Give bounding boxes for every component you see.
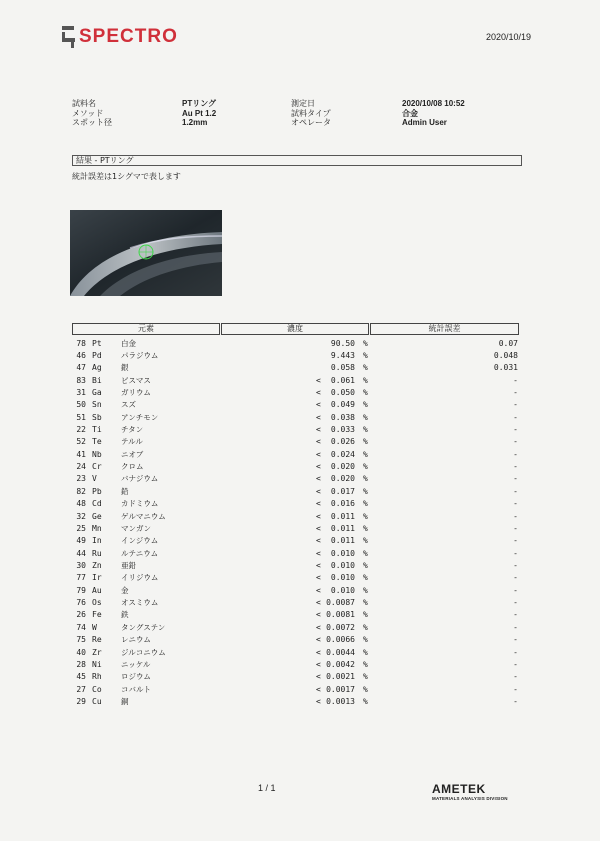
element-name: ニオブ xyxy=(121,449,144,459)
report-date: 2020/10/19 xyxy=(486,32,532,42)
stat-error-value: - xyxy=(513,548,518,558)
element-name: インジウム xyxy=(121,536,159,546)
less-than-sign: < xyxy=(316,400,321,410)
table-row xyxy=(0,560,600,572)
ametek-logo xyxy=(432,782,508,801)
element-symbol: Co xyxy=(92,684,102,694)
info-labels-right xyxy=(291,99,331,128)
element-number: 82 xyxy=(76,486,86,496)
stat-error-value: - xyxy=(513,412,518,422)
header-concentration: 濃度 xyxy=(221,323,369,335)
element-symbol: Nb xyxy=(92,449,102,459)
less-than-sign: < xyxy=(316,610,321,620)
element-number: 32 xyxy=(76,511,86,521)
brand-name: SPECTRO xyxy=(79,26,178,47)
element-symbol: Pt xyxy=(92,338,102,348)
element-symbol: Au xyxy=(92,585,102,595)
element-number: 49 xyxy=(76,536,86,546)
concentration-value: 0.010 xyxy=(330,560,355,570)
less-than-sign: < xyxy=(316,659,321,669)
element-symbol: Re xyxy=(92,635,102,645)
concentration-value: 0.033 xyxy=(330,425,355,435)
element-number: 27 xyxy=(76,684,86,694)
element-name: イリジウム xyxy=(121,573,159,583)
label-spot-size: スポット径 xyxy=(72,118,112,127)
stat-error-value: - xyxy=(513,462,518,472)
stat-error-value: - xyxy=(513,425,518,435)
stat-error-value: - xyxy=(513,635,518,645)
percent-unit: % xyxy=(363,499,368,509)
percent-unit: % xyxy=(363,696,368,706)
stat-error-value: - xyxy=(513,449,518,459)
value-sample-type: 合金 xyxy=(402,108,418,118)
table-row xyxy=(0,572,600,584)
concentration-value: 0.0044 xyxy=(326,647,355,657)
table-row xyxy=(0,647,600,659)
percent-unit: % xyxy=(363,462,368,472)
concentration-value: 90.50 xyxy=(330,338,355,348)
element-name: アンチモン xyxy=(121,412,159,422)
element-number: 79 xyxy=(76,585,86,595)
element-symbol: Mn xyxy=(92,523,102,533)
info-values-left xyxy=(182,99,216,128)
percent-unit: % xyxy=(363,412,368,422)
element-symbol: Ru xyxy=(92,548,102,558)
stat-error-value: - xyxy=(513,560,518,570)
percent-unit: % xyxy=(363,560,368,570)
table-row xyxy=(0,486,600,498)
stat-error-value: - xyxy=(513,684,518,694)
concentration-value: 0.0066 xyxy=(326,635,355,645)
table-row xyxy=(0,461,600,473)
element-symbol: Zn xyxy=(92,560,102,570)
label-operator: オペレータ xyxy=(291,118,331,127)
concentration-value: 0.0042 xyxy=(326,659,355,669)
less-than-sign: < xyxy=(316,536,321,546)
element-number: 75 xyxy=(76,635,86,645)
stat-error-value: - xyxy=(513,474,518,484)
stat-error-value: - xyxy=(513,622,518,632)
element-symbol: V xyxy=(92,474,97,484)
percent-unit: % xyxy=(363,511,368,521)
spectro-logo xyxy=(62,26,178,48)
value-method: Au Pt 1.2 xyxy=(182,108,217,118)
percent-unit: % xyxy=(363,338,368,348)
stat-error-value: - xyxy=(513,610,518,620)
element-symbol: Sn xyxy=(92,400,102,410)
concentration-value: 0.010 xyxy=(330,585,355,595)
element-name: 銅 xyxy=(121,696,129,706)
element-name: バナジウム xyxy=(121,474,159,484)
table-row xyxy=(0,535,600,547)
percent-unit: % xyxy=(363,425,368,435)
element-symbol: Bi xyxy=(92,375,102,385)
element-symbol: Ni xyxy=(92,659,102,669)
percent-unit: % xyxy=(363,622,368,632)
table-row xyxy=(0,585,600,597)
less-than-sign: < xyxy=(316,437,321,447)
table-row xyxy=(0,449,600,461)
percent-unit: % xyxy=(363,437,368,447)
ametek-division: MATERIALS ANALYSIS DIVISION xyxy=(432,796,508,801)
element-number: 47 xyxy=(76,363,86,373)
element-number: 44 xyxy=(76,548,86,558)
stat-error-value: - xyxy=(513,511,518,521)
percent-unit: % xyxy=(363,536,368,546)
table-row xyxy=(0,424,600,436)
table-row xyxy=(0,387,600,399)
stat-error-value: - xyxy=(513,387,518,397)
concentration-value: 0.010 xyxy=(330,548,355,558)
stat-error-value: - xyxy=(513,585,518,595)
less-than-sign: < xyxy=(316,573,321,583)
element-symbol: Ag xyxy=(92,363,102,373)
stat-error-note: 統計誤差は1シグマで表します xyxy=(72,172,181,181)
value-operator: Admin User xyxy=(402,118,447,127)
concentration-value: 0.038 xyxy=(330,412,355,422)
results-section-title: 結果 - PTリング xyxy=(72,155,522,166)
less-than-sign: < xyxy=(316,387,321,397)
less-than-sign: < xyxy=(316,684,321,694)
less-than-sign: < xyxy=(316,560,321,570)
element-name: ジルコニウム xyxy=(121,647,166,657)
element-symbol: Os xyxy=(92,598,102,608)
table-row xyxy=(0,338,600,350)
element-name: 亜鉛 xyxy=(121,560,136,570)
element-number: 76 xyxy=(76,598,86,608)
concentration-value: 0.0021 xyxy=(326,672,355,682)
less-than-sign: < xyxy=(316,474,321,484)
percent-unit: % xyxy=(363,585,368,595)
element-number: 45 xyxy=(76,672,86,682)
info-labels-left xyxy=(72,99,112,128)
page-number: 1 / 1 xyxy=(258,783,276,793)
label-sample-type: 試料タイプ xyxy=(291,108,331,118)
table-row xyxy=(0,350,600,362)
label-sample-name: 試料名 xyxy=(72,99,96,108)
element-number: 41 xyxy=(76,449,86,459)
table-row xyxy=(0,548,600,560)
table-row xyxy=(0,511,600,523)
percent-unit: % xyxy=(363,684,368,694)
concentration-value: 0.017 xyxy=(330,486,355,496)
header-stat-error: 統計誤差 xyxy=(370,323,519,335)
stat-error-value: - xyxy=(513,499,518,509)
concentration-value: 0.020 xyxy=(330,462,355,472)
element-name: ビスマス xyxy=(121,375,151,385)
element-name: コバルト xyxy=(121,684,151,694)
concentration-value: 0.011 xyxy=(330,536,355,546)
stat-error-value: - xyxy=(513,486,518,496)
percent-unit: % xyxy=(363,375,368,385)
table-row xyxy=(0,412,600,424)
concentration-value: 0.0087 xyxy=(326,598,355,608)
value-measure-date: 2020/10/08 10:52 xyxy=(402,99,465,108)
element-number: 74 xyxy=(76,622,86,632)
element-name: タングステン xyxy=(121,622,166,632)
percent-unit: % xyxy=(363,659,368,669)
stat-error-value: - xyxy=(513,598,518,608)
concentration-value: 0.020 xyxy=(330,474,355,484)
element-name: テルル xyxy=(121,437,143,447)
element-number: 46 xyxy=(76,350,86,360)
less-than-sign: < xyxy=(316,696,321,706)
element-number: 24 xyxy=(76,462,86,472)
element-name: 金 xyxy=(121,585,129,595)
percent-unit: % xyxy=(363,523,368,533)
element-symbol: Rh xyxy=(92,672,102,682)
element-symbol: Cu xyxy=(92,696,102,706)
stat-error-value: - xyxy=(513,523,518,533)
concentration-value: 0.024 xyxy=(330,449,355,459)
table-row xyxy=(0,696,600,708)
element-name: スズ xyxy=(121,400,136,410)
element-number: 78 xyxy=(76,338,86,348)
less-than-sign: < xyxy=(316,647,321,657)
stat-error-value: - xyxy=(513,696,518,706)
table-row xyxy=(0,659,600,671)
ametek-name: AMETEK xyxy=(432,782,486,796)
concentration-value: 0.049 xyxy=(330,400,355,410)
percent-unit: % xyxy=(363,598,368,608)
less-than-sign: < xyxy=(316,375,321,385)
less-than-sign: < xyxy=(316,548,321,558)
stat-error-value: - xyxy=(513,375,518,385)
element-name: 白金 xyxy=(121,338,136,348)
label-measure-date: 測定日 xyxy=(291,99,315,108)
element-number: 40 xyxy=(76,647,86,657)
percent-unit: % xyxy=(363,449,368,459)
table-row xyxy=(0,597,600,609)
percent-unit: % xyxy=(363,387,368,397)
stat-error-value: - xyxy=(513,647,518,657)
element-number: 48 xyxy=(76,499,86,509)
table-row xyxy=(0,634,600,646)
element-number: 31 xyxy=(76,387,86,397)
element-symbol: W xyxy=(92,622,97,632)
less-than-sign: < xyxy=(316,462,321,472)
table-row xyxy=(0,671,600,683)
label-method: メソッド xyxy=(72,108,104,118)
less-than-sign: < xyxy=(316,425,321,435)
less-than-sign: < xyxy=(316,635,321,645)
stat-error-value: - xyxy=(513,659,518,669)
percent-unit: % xyxy=(363,647,368,657)
header-element: 元素 xyxy=(72,323,220,335)
element-number: 77 xyxy=(76,573,86,583)
percent-unit: % xyxy=(363,548,368,558)
element-symbol: Ir xyxy=(92,573,102,583)
concentration-value: 0.061 xyxy=(330,375,355,385)
percent-unit: % xyxy=(363,400,368,410)
element-name: ニッケル xyxy=(121,659,151,669)
less-than-sign: < xyxy=(316,499,321,509)
table-row xyxy=(0,362,600,374)
table-row xyxy=(0,399,600,411)
element-symbol: Pd xyxy=(92,350,102,360)
element-name: オスミウム xyxy=(121,598,159,608)
element-symbol: Sb xyxy=(92,412,102,422)
value-spot-size: 1.2mm xyxy=(182,118,208,127)
spectro-logo-icon xyxy=(62,26,76,48)
element-name: ゲルマニウム xyxy=(121,511,166,521)
concentration-value: 0.0072 xyxy=(326,622,355,632)
concentration-value: 0.016 xyxy=(330,499,355,509)
info-values-right xyxy=(402,99,465,128)
percent-unit: % xyxy=(363,672,368,682)
concentration-value: 0.058 xyxy=(330,363,355,373)
element-number: 25 xyxy=(76,523,86,533)
element-number: 29 xyxy=(76,696,86,706)
percent-unit: % xyxy=(363,363,368,373)
table-row xyxy=(0,436,600,448)
element-symbol: Ga xyxy=(92,387,102,397)
less-than-sign: < xyxy=(316,486,321,496)
element-symbol: Cr xyxy=(92,462,102,472)
table-row xyxy=(0,473,600,485)
element-name: クロム xyxy=(121,462,144,472)
table-row xyxy=(0,375,600,387)
concentration-value: 9.443 xyxy=(330,350,355,360)
element-symbol: Ti xyxy=(92,425,102,435)
element-symbol: Fe xyxy=(92,610,102,620)
element-number: 28 xyxy=(76,659,86,669)
element-number: 50 xyxy=(76,400,86,410)
element-name: 鉛 xyxy=(121,486,129,496)
element-symbol: Pb xyxy=(92,486,102,496)
element-symbol: Ge xyxy=(92,511,102,521)
stat-error-value: - xyxy=(513,672,518,682)
stat-error-value: 0.048 xyxy=(493,350,518,360)
element-number: 30 xyxy=(76,560,86,570)
element-name: 銀 xyxy=(121,363,129,373)
table-row xyxy=(0,523,600,535)
element-symbol: Cd xyxy=(92,499,102,509)
less-than-sign: < xyxy=(316,672,321,682)
element-number: 83 xyxy=(76,375,86,385)
concentration-value: 0.0017 xyxy=(326,684,355,694)
element-name: 鉄 xyxy=(121,610,129,620)
stat-error-value: - xyxy=(513,400,518,410)
concentration-value: 0.0013 xyxy=(326,696,355,706)
less-than-sign: < xyxy=(316,523,321,533)
less-than-sign: < xyxy=(316,511,321,521)
less-than-sign: < xyxy=(316,622,321,632)
element-number: 23 xyxy=(76,474,86,484)
less-than-sign: < xyxy=(316,449,321,459)
sample-photo xyxy=(70,210,222,296)
concentration-value: 0.0081 xyxy=(326,610,355,620)
percent-unit: % xyxy=(363,486,368,496)
concentration-value: 0.026 xyxy=(330,437,355,447)
element-symbol: Zr xyxy=(92,647,102,657)
concentration-value: 0.011 xyxy=(330,511,355,521)
table-row xyxy=(0,609,600,621)
stat-error-value: 0.07 xyxy=(498,338,518,348)
element-name: ガリウム xyxy=(121,387,151,397)
element-number: 52 xyxy=(76,437,86,447)
concentration-value: 0.010 xyxy=(330,573,355,583)
element-number: 26 xyxy=(76,610,86,620)
element-number: 51 xyxy=(76,412,86,422)
stat-error-value: - xyxy=(513,536,518,546)
less-than-sign: < xyxy=(316,412,321,422)
percent-unit: % xyxy=(363,474,368,484)
element-name: チタン xyxy=(121,425,144,435)
stat-error-value: 0.031 xyxy=(493,363,518,373)
stat-error-value: - xyxy=(513,437,518,447)
element-symbol: Te xyxy=(92,437,102,447)
less-than-sign: < xyxy=(316,585,321,595)
element-name: ロジウム xyxy=(121,672,151,682)
element-name: マンガン xyxy=(121,523,151,533)
value-sample-name: PTリング xyxy=(182,99,217,108)
concentration-value: 0.050 xyxy=(330,387,355,397)
table-row xyxy=(0,498,600,510)
element-symbol: In xyxy=(92,536,102,546)
table-row xyxy=(0,684,600,696)
table-row xyxy=(0,622,600,634)
percent-unit: % xyxy=(363,350,368,360)
element-name: カドミウム xyxy=(121,499,159,509)
less-than-sign: < xyxy=(316,598,321,608)
stat-error-value: - xyxy=(513,573,518,583)
element-name: パラジウム xyxy=(121,350,159,360)
percent-unit: % xyxy=(363,610,368,620)
element-number: 22 xyxy=(76,425,86,435)
element-name: ルテニウム xyxy=(121,548,159,558)
percent-unit: % xyxy=(363,573,368,583)
concentration-value: 0.011 xyxy=(330,523,355,533)
element-name: レニウム xyxy=(121,635,151,645)
percent-unit: % xyxy=(363,635,368,645)
